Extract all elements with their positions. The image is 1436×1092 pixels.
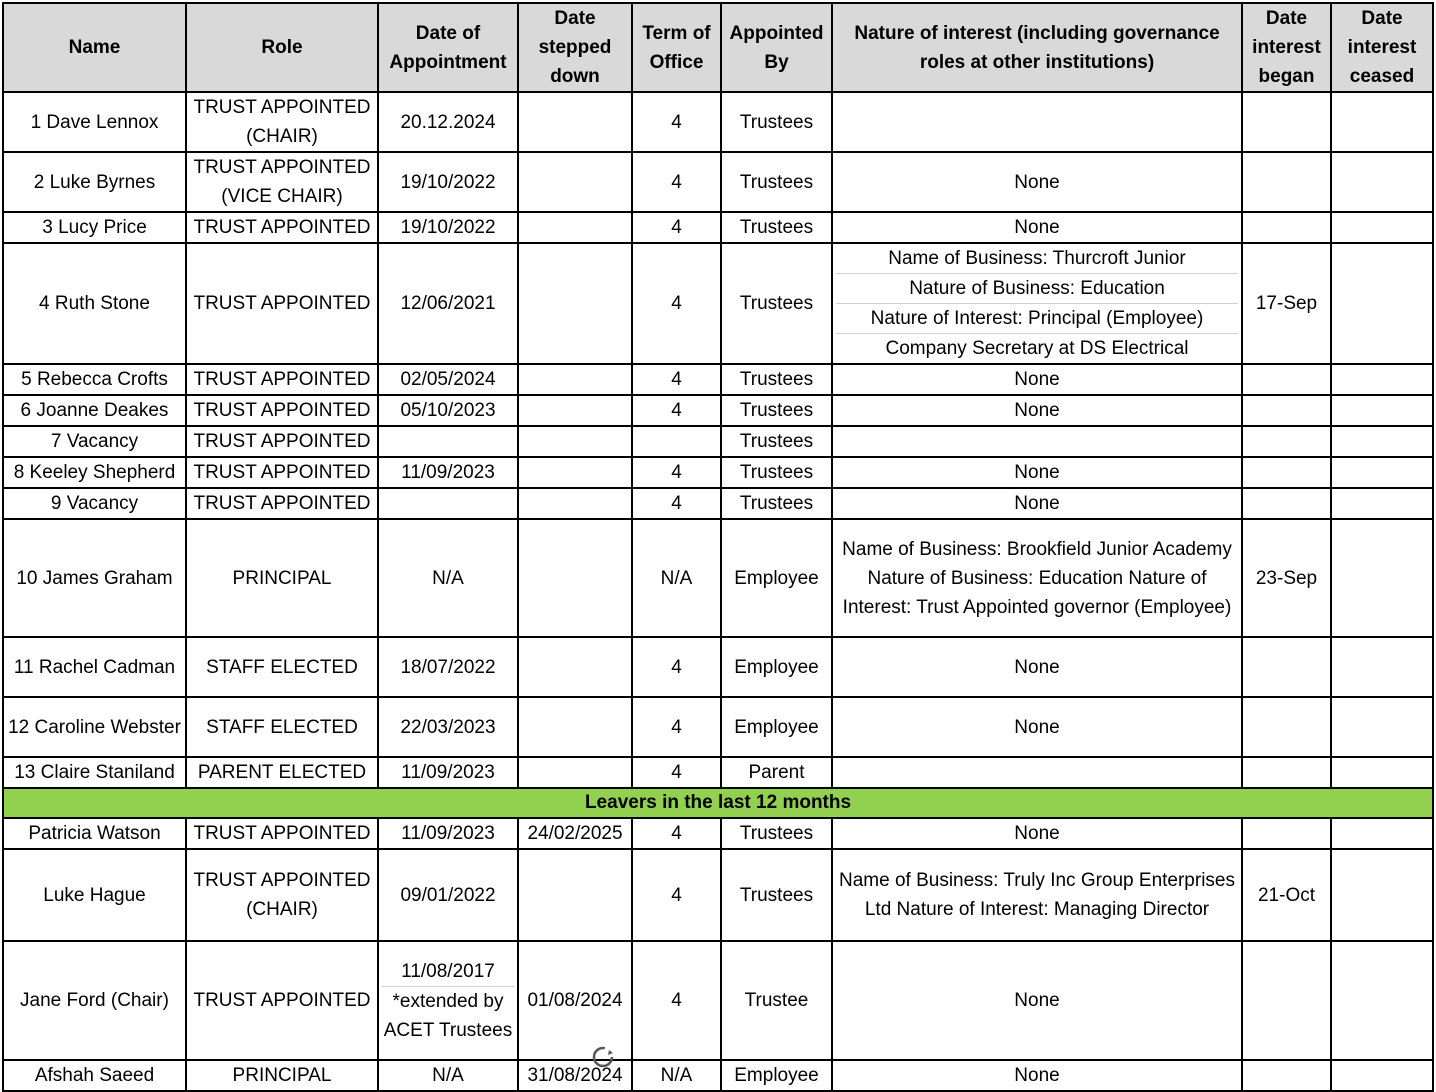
cell-date	[378, 941, 518, 1060]
cell-term: 4	[632, 757, 721, 788]
header-interest-ceased: Date interest ceased	[1331, 3, 1433, 92]
cell-term: N/A	[632, 1060, 721, 1091]
header-date-stepped-down: Date stepped down	[518, 3, 632, 92]
nature-line: Company Secretary at DS Electrical	[885, 338, 1189, 359]
cell-ceased	[1331, 152, 1433, 212]
cell-appointed-by: Trustees	[721, 92, 832, 152]
cell-name: 11 Rachel Cadman	[3, 637, 186, 697]
cell-role: TRUST APPOINTED	[186, 818, 378, 849]
cell-role: TRUST APPOINTED (CHAIR)	[186, 92, 378, 152]
header-term: Term of Office	[632, 3, 721, 92]
cell-role: TRUST APPOINTED	[186, 212, 378, 243]
cell-began	[1242, 941, 1331, 1060]
cell-stepped	[518, 849, 632, 941]
cell-role: TRUST APPOINTED	[186, 488, 378, 519]
cell-nature	[832, 92, 1242, 152]
cell-ceased	[1331, 212, 1433, 243]
cell-began	[1242, 457, 1331, 488]
cell-ceased	[1331, 818, 1433, 849]
header-date-appointment: Date of Appointment	[378, 3, 518, 92]
cell-name: Luke Hague	[3, 849, 186, 941]
leavers-section-title: Leavers in the last 12 months	[3, 788, 1433, 818]
cell-term: N/A	[632, 519, 721, 637]
cell-stepped	[518, 152, 632, 212]
header-role: Role	[186, 3, 378, 92]
cell-term: 4	[632, 818, 721, 849]
cell-date	[378, 488, 518, 519]
table-row	[3, 212, 1433, 243]
cell-term: 4	[632, 395, 721, 426]
cell-term: 4	[632, 364, 721, 395]
header-name: Name	[3, 3, 186, 92]
cell-began	[1242, 212, 1331, 243]
leavers-section-row	[3, 788, 1433, 818]
cell-nature: None	[832, 488, 1242, 519]
cell-date: N/A	[378, 519, 518, 637]
cell-nature: None	[832, 457, 1242, 488]
cell-date: 22/03/2023	[378, 697, 518, 757]
cell-role: PRINCIPAL	[186, 519, 378, 637]
cell-name: 13 Claire Staniland	[3, 757, 186, 788]
header-nature: Nature of interest (including governance roles at other institutions)	[832, 3, 1242, 92]
cell-name: 3 Lucy Price	[3, 212, 186, 243]
cell-name: 2 Luke Byrnes	[3, 152, 186, 212]
cell-ceased	[1331, 364, 1433, 395]
cell-role: TRUST APPOINTED	[186, 364, 378, 395]
cell-role: TRUST APPOINTED	[186, 395, 378, 426]
cell-appointed-by: Employee	[721, 1060, 832, 1091]
cell-nature	[832, 243, 1242, 364]
cell-appointed-by: Trustee	[721, 941, 832, 1060]
cell-stepped	[518, 637, 632, 697]
table-row	[3, 395, 1433, 426]
cell-stepped	[518, 457, 632, 488]
cell-date: 05/10/2023	[378, 395, 518, 426]
cell-role: STAFF ELECTED	[186, 697, 378, 757]
cell-name: 6 Joanne Deakes	[3, 395, 186, 426]
cell-began	[1242, 757, 1331, 788]
cell-appointed-by: Trustees	[721, 849, 832, 941]
cell-name: 10 James Graham	[3, 519, 186, 637]
table-row	[3, 757, 1433, 788]
cell-began	[1242, 92, 1331, 152]
cell-ceased	[1331, 637, 1433, 697]
cell-term: 4	[632, 457, 721, 488]
cell-began	[1242, 152, 1331, 212]
cell-nature: Name of Business: Brookfield Junior Academy Nature of Business: Education Nature of Interest: Trust Appointed governor (Employee)	[832, 519, 1242, 637]
cell-ceased	[1331, 697, 1433, 757]
cell-appointed-by: Trustees	[721, 457, 832, 488]
cell-role: TRUST APPOINTED (CHAIR)	[186, 849, 378, 941]
cell-ceased	[1331, 849, 1433, 941]
cell-stepped	[518, 92, 632, 152]
cell-ceased	[1331, 519, 1433, 637]
cell-appointed-by: Trustees	[721, 243, 832, 364]
table-row	[3, 637, 1433, 697]
cell-nature: None	[832, 364, 1242, 395]
cell-name: 9 Vacancy	[3, 488, 186, 519]
cell-appointed-by: Employee	[721, 519, 832, 637]
governance-register-table	[2, 2, 1434, 1092]
cell-date: 11/09/2023	[378, 457, 518, 488]
cell-nature: None	[832, 818, 1242, 849]
header-appointed-by: Appointed By	[721, 3, 832, 92]
table-row	[3, 519, 1433, 637]
cell-role: TRUST APPOINTED	[186, 941, 378, 1060]
cell-date: 11/09/2023	[378, 757, 518, 788]
table-row	[3, 849, 1433, 941]
cell-began	[1242, 364, 1331, 395]
table-row	[3, 457, 1433, 488]
cell-ceased	[1331, 488, 1433, 519]
date-note: *extended by ACET Trustees	[383, 990, 513, 1041]
cell-nature: None	[832, 395, 1242, 426]
cell-date: 19/10/2022	[378, 152, 518, 212]
cell-appointed-by: Employee	[721, 637, 832, 697]
cell-nature: Name of Business: Truly Inc Group Enterprises Ltd Nature of Interest: Managing Director	[832, 849, 1242, 941]
cell-name: Patricia Watson	[3, 818, 186, 849]
cell-date: 09/01/2022	[378, 849, 518, 941]
cell-date	[378, 426, 518, 457]
date-line: 11/08/2017	[382, 957, 514, 987]
cell-name: Jane Ford (Chair)	[3, 941, 186, 1060]
cell-appointed-by: Trustees	[721, 818, 832, 849]
cell-ceased	[1331, 243, 1433, 364]
nature-line: Nature of Interest: Principal (Employee)	[836, 304, 1238, 334]
cell-term	[632, 426, 721, 457]
cell-date: 02/05/2024	[378, 364, 518, 395]
nature-line: Nature of Business: Education	[836, 274, 1238, 304]
refresh-icon[interactable]	[590, 1044, 616, 1070]
cell-term: 4	[632, 243, 721, 364]
cell-term: 4	[632, 152, 721, 212]
cell-stepped	[518, 519, 632, 637]
cell-stepped	[518, 757, 632, 788]
cell-stepped	[518, 364, 632, 395]
cell-stepped	[518, 212, 632, 243]
header-row	[3, 3, 1433, 92]
table-row	[3, 92, 1433, 152]
cell-date: 19/10/2022	[378, 212, 518, 243]
cell-stepped: 24/02/2025	[518, 818, 632, 849]
cell-date: 20.12.2024	[378, 92, 518, 152]
nature-line: Name of Business: Thurcroft Junior	[836, 244, 1238, 274]
table-row	[3, 1060, 1433, 1091]
cell-began: 23-Sep	[1242, 519, 1331, 637]
cell-stepped	[518, 488, 632, 519]
cell-stepped: 31/08/2024	[518, 1060, 632, 1091]
cell-date: 18/07/2022	[378, 637, 518, 697]
table-row	[3, 697, 1433, 757]
cell-date: N/A	[378, 1060, 518, 1091]
cell-began	[1242, 637, 1331, 697]
cell-began: 17-Sep	[1242, 243, 1331, 364]
cell-term: 4	[632, 849, 721, 941]
table-row	[3, 818, 1433, 849]
cell-nature	[832, 426, 1242, 457]
cell-nature: None	[832, 212, 1242, 243]
cell-stepped	[518, 426, 632, 457]
cell-name: Afshah Saeed	[3, 1060, 186, 1091]
table-row	[3, 364, 1433, 395]
cell-ceased	[1331, 1060, 1433, 1091]
table-row	[3, 488, 1433, 519]
cell-ceased	[1331, 941, 1433, 1060]
cell-name: 4 Ruth Stone	[3, 243, 186, 364]
cell-nature: None	[832, 637, 1242, 697]
cell-nature	[832, 757, 1242, 788]
cell-appointed-by: Trustees	[721, 426, 832, 457]
cell-date: 12/06/2021	[378, 243, 518, 364]
cell-role: TRUST APPOINTED	[186, 457, 378, 488]
table-row	[3, 941, 1433, 1060]
cell-ceased	[1331, 395, 1433, 426]
cell-term: 4	[632, 92, 721, 152]
cell-term: 4	[632, 941, 721, 1060]
table-row	[3, 426, 1433, 457]
cell-began: 21-Oct	[1242, 849, 1331, 941]
cell-ceased	[1331, 92, 1433, 152]
cell-term: 4	[632, 697, 721, 757]
cell-term: 4	[632, 488, 721, 519]
cell-role: PARENT ELECTED	[186, 757, 378, 788]
cell-role: STAFF ELECTED	[186, 637, 378, 697]
cell-nature: None	[832, 697, 1242, 757]
cell-role: TRUST APPOINTED	[186, 243, 378, 364]
table-row	[3, 152, 1433, 212]
cell-appointed-by: Trustees	[721, 395, 832, 426]
cell-stepped	[518, 243, 632, 364]
cell-nature: None	[832, 152, 1242, 212]
cell-ceased	[1331, 757, 1433, 788]
cell-began	[1242, 818, 1331, 849]
cell-ceased	[1331, 426, 1433, 457]
cell-began	[1242, 395, 1331, 426]
cell-began	[1242, 1060, 1331, 1091]
cell-name: 7 Vacancy	[3, 426, 186, 457]
cell-appointed-by: Parent	[721, 757, 832, 788]
cell-began	[1242, 426, 1331, 457]
cell-role: TRUST APPOINTED	[186, 426, 378, 457]
cell-appointed-by: Trustees	[721, 152, 832, 212]
cell-appointed-by: Trustees	[721, 364, 832, 395]
cell-began	[1242, 697, 1331, 757]
table-row	[3, 243, 1433, 364]
cell-nature: None	[832, 1060, 1242, 1091]
cell-appointed-by: Trustees	[721, 212, 832, 243]
cell-name: 5 Rebecca Crofts	[3, 364, 186, 395]
cell-stepped: 01/08/2024	[518, 941, 632, 1060]
cell-nature: None	[832, 941, 1242, 1060]
cell-began	[1242, 488, 1331, 519]
cell-role: PRINCIPAL	[186, 1060, 378, 1091]
cell-stepped	[518, 697, 632, 757]
cell-name: 12 Caroline Webster	[3, 697, 186, 757]
cell-ceased	[1331, 457, 1433, 488]
cell-term: 4	[632, 637, 721, 697]
header-interest-began: Date interest began	[1242, 3, 1331, 92]
cell-date: 11/09/2023	[378, 818, 518, 849]
cell-stepped	[518, 395, 632, 426]
cell-term: 4	[632, 212, 721, 243]
cell-name: 1 Dave Lennox	[3, 92, 186, 152]
cell-name: 8 Keeley Shepherd	[3, 457, 186, 488]
cell-appointed-by: Trustees	[721, 488, 832, 519]
cell-role: TRUST APPOINTED (VICE CHAIR)	[186, 152, 378, 212]
cell-appointed-by: Employee	[721, 697, 832, 757]
